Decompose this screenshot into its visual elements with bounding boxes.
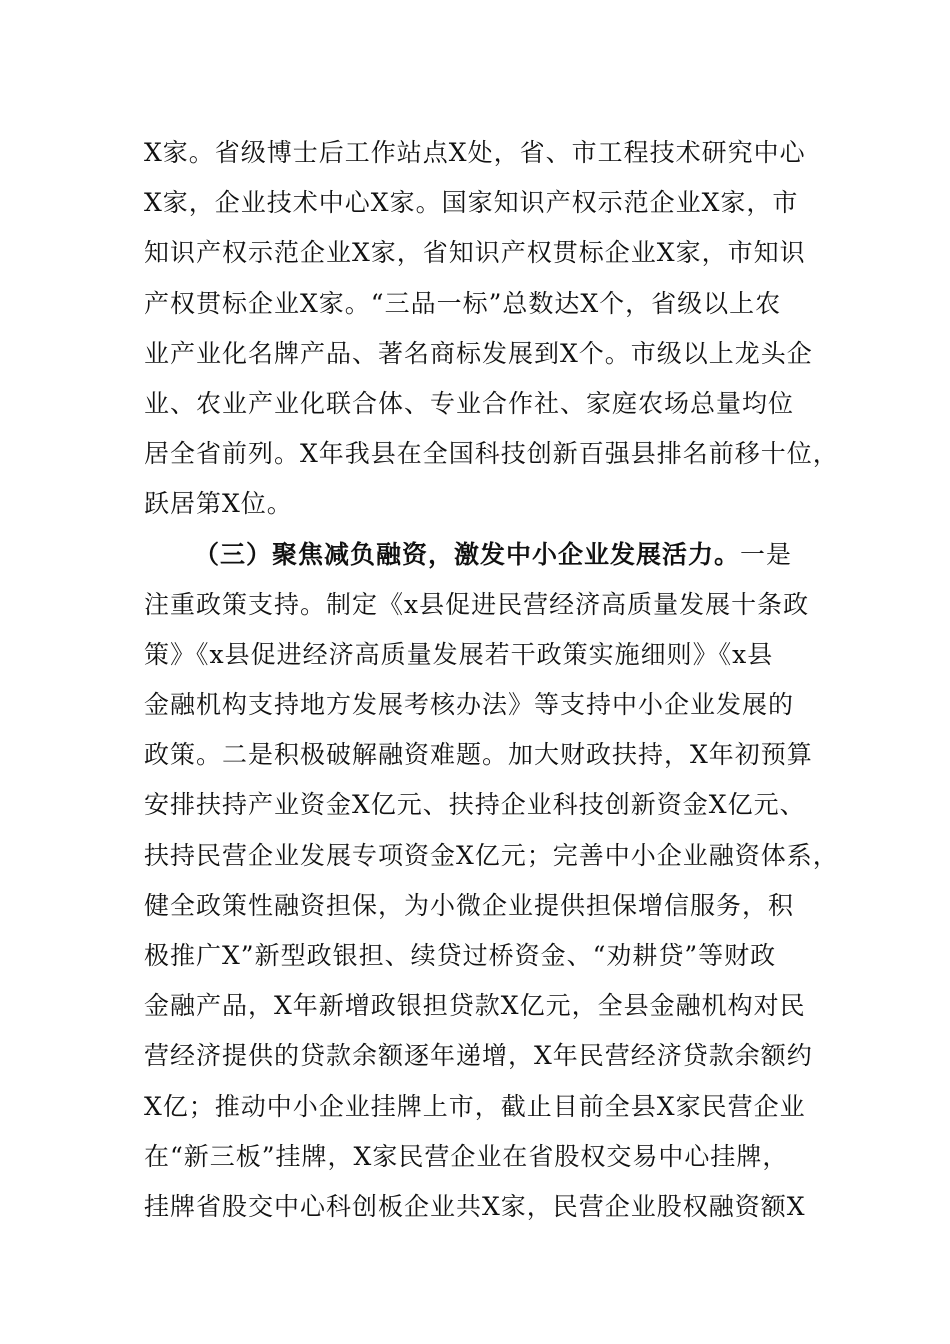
section-heading-tail: 一是 (740, 539, 793, 569)
text-line: 金融产品，X年新增政银担贷款X亿元，全县金融机构对民 (144, 991, 806, 1021)
text-line: X家，企业技术中心X家。国家知识产权示范企业X家，市 (144, 188, 799, 218)
text-line: 居全省前列。X年我县在全国科技创新百强县排名前移十位， (144, 439, 839, 469)
text-line: 注重政策支持。制定《x县促进民营经济高质量发展十条政 (144, 589, 810, 619)
text-line: 政策。二是积极破解融资难题。加大财政扶持，X年初预算 (144, 740, 813, 770)
body-text (144, 128, 839, 1232)
text-line: 健全政策性融资担保，为小微企业提供担保增信服务，积 (144, 890, 795, 920)
text-line: 金融机构支持地方发展考核办法》等支持中小企业发展的 (144, 690, 795, 720)
section-heading: （三）聚焦减负融资，激发中小企业发展活力。 (194, 539, 741, 569)
text-line: 知识产权示范企业X家，省知识产权贯标企业X家，市知识 (144, 238, 806, 268)
text-line: 跃居第X位。 (144, 489, 293, 519)
text-line: 策》《x县促进经济高质量发展若干政策实施细则》《x县 (144, 639, 774, 669)
text-line: 产权贯标企业X家。“三品一标”总数达X个，省级以上农 (144, 288, 782, 318)
text-line: 业、农业产业化联合体、专业合作社、家庭农场总量均位 (144, 388, 795, 418)
text-line: X家。省级博士后工作站点X处，省、市工程技术研究中心 (144, 138, 806, 167)
text-line: 挂牌省股交中心科创板企业共X家，民营企业股权融资额X (144, 1191, 806, 1221)
text-line: 扶持民营企业发展专项资金X亿元；完善中小企业融资体系， (144, 840, 839, 870)
section-heading-line (144, 530, 824, 580)
text-line: 安排扶持产业资金X亿元、扶持企业科技创新资金X亿元、 (144, 790, 806, 820)
text-line: 在“新三板”挂牌，X家民营企业在省股权交易中心挂牌， (144, 1141, 789, 1171)
text-line: 极推广X”新型政银担、续贷过桥资金、“劝耕贷”等财政 (144, 941, 777, 970)
text-line: 业产业化名牌产品、著名商标发展到X个。市级以上龙头企 (144, 338, 813, 368)
text-line: X亿；推动中小企业挂牌上市，截止目前全县X家民营企业 (144, 1091, 806, 1121)
text-line: 营经济提供的贷款余额逐年递增，X年民营经济贷款余额约 (144, 1041, 813, 1071)
